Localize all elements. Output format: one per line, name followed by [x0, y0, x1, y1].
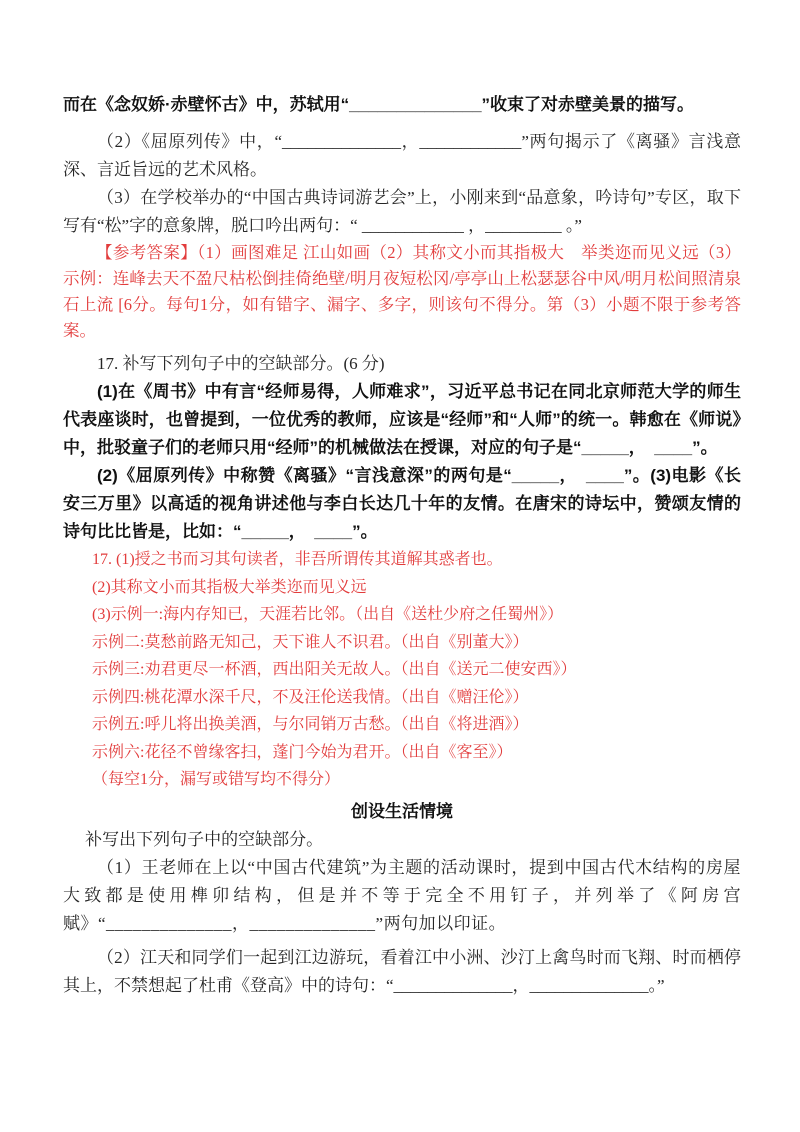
question-item-2-quyuan: （2）《屈原列传》中，“______________，____________”两句揭示了《离骚》言浅意深、言近旨远的艺术风格。 [63, 132, 741, 179]
question-17-stem: 17. 补写下列句子中的空缺部分。(6 分) [97, 354, 385, 373]
question-17-item-1: (1)在《周书》中有言“经师易得，人师难求”，习近平总书记在同北京师范大学的师生代表座谈时，也曾提到，一位优秀的教师，应该是“经师”和“人师”的统一。韩愈在《师说》中，批驳童子们的老师只用“经师”的机械做法在授课，对应的句子是“_____， ____”。 [63, 382, 741, 457]
life-item-1-afanggong: （1）王老师在上以“中国古代建筑”为主题的活动课时，提到中国古代木结构的房屋大致都是使用榫卯结构，但是并不等于完全不用钉子，并列举了《阿房宫赋》“______________，______________”两句加以印证。 [63, 857, 741, 933]
question-item-3-songzi: （3）在学校举办的“中国古典诗词游艺会”上，小刚来到“品意象，吟诗句”专区，取下写有“松”字的意象牌，脱口吟出两句：“ ____________ ，_________ 。” [63, 188, 741, 235]
answer-line-2: (2)其称文小而其指极大举类迩而见义远 [92, 578, 367, 596]
answer-line-9: （每空1分，漏写或错写均不得分） [92, 771, 341, 788]
answer-line-8: 示例六:花径不曾缘客扫，蓬门今始为君开。（出自《客至》） [92, 743, 513, 761]
life-item-2-denggao: （2）江天和同学们一起到江边游玩，看着江中小洲、沙汀上禽鸟时而飞翔、时而栖停其上，不禁想起了杜甫《登高》中的诗句：“______________，______________。” [63, 947, 741, 995]
question-17-items-2-3: (2)《屈原列传》中称赞《离骚》“言浅意深”的两句是“_____， ____”。(3)电影《长安三万里》以高适的视角讲述他与李白长达几十年的友情。在唐宋的诗坛中，赞颂友情的诗句比比皆是，比如：“_____， ____”。 [63, 466, 741, 541]
life-section-intro: 补写出下列句子中的空缺部分。 [85, 829, 324, 849]
document-body [63, 91, 741, 1000]
question-17-answer-block [63, 546, 741, 794]
answer-line-1: 17. (1)授之书而习其句读者，非吾所谓传其道解其惑者也。 [92, 551, 503, 568]
paragraph-chibi-huaigu: 而在《念奴娇·赤壁怀古》中，苏轼用“______________”收束了对赤壁美景的描写。 [63, 95, 695, 114]
reference-answer-block: 【参考答案】（1）画图难足 江山如画（2）其称文小而其指极大 举类迩而见义远（3）示例：连峰去天不盈尺枯松倒挂倚绝壁/明月夜短松冈/亭亭山上松瑟瑟谷中风/明月松间照清泉石上流 [6分。每句1分，如有错字、漏字、多字，则该句不得分。第（3）小题不限于参考答案。 [63, 243, 741, 340]
section-heading-life-situation: 创设生活情境 [351, 801, 453, 821]
answer-line-7: 示例五:呼儿将出换美酒，与尔同销万古愁。（出自《将进酒》） [92, 716, 529, 733]
answer-line-6: 示例四:桃花潭水深千尺，不及汪伦送我情。（出自《赠汪伦》） [92, 688, 529, 706]
answer-line-4: 示例二:莫愁前路无知己，天下谁人不识君。（出自《别董大》） [92, 633, 529, 651]
answer-line-5: 示例三:劝君更尽一杯酒，西出阳关无故人。（出自《送元二使安西》） [92, 661, 577, 678]
answer-line-3: (3)示例一:海内存知已，天涯若比邻。（出自《送杜少府之任蜀州》） [92, 606, 564, 623]
